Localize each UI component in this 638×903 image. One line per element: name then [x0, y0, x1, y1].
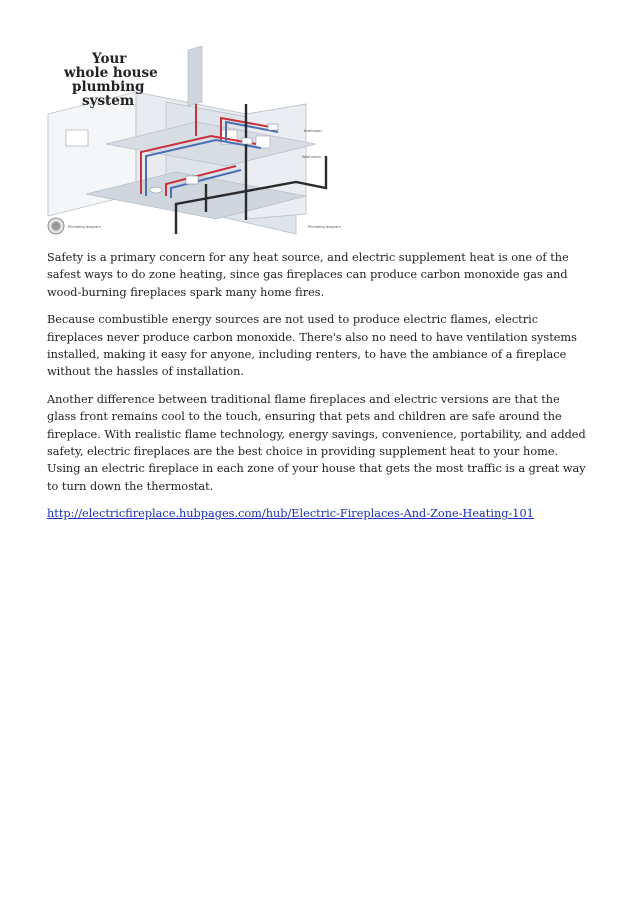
- figure-title-line-2: whole house: [64, 65, 158, 81]
- plumbing-diagram-figure: [46, 44, 346, 240]
- paragraph-safety: Safety is a primary concern for any heat source, and electric supplement heat is one of the safest ways to do zone heating, since gas fireplaces can produce carbon monoxide gas and wood-burning fireplaces spark many home fires.: [47, 251, 569, 299]
- article-body: [47, 249, 587, 533]
- label-washroom: Washroom: [302, 155, 321, 159]
- figure-title-line-1: Your: [92, 51, 127, 67]
- source-link-container: [47, 505, 587, 522]
- source-link[interactable]: http://electricfireplace.hubpages.com/hub/Electric-Fireplaces-And-Zone-Heating-101: [47, 507, 534, 521]
- figure-title-line-3: plumbing: [72, 79, 145, 95]
- label-bathroom: Bathroom: [304, 129, 322, 133]
- seal-logo: [48, 218, 64, 234]
- paragraph-glass-front: Another difference between traditional flame fireplaces and electric versions are that the glass front remains cool to the touch, ensuring that pets and children are safe around the fireplace. With realistic flame technology, energy savings, convenience, portability, and added safety, electric fireplaces are the best choice in providing supplement heat to your home. Using an electric fireplace in each zone of your house that gets the most traffic is a great way to turn down the thermostat.: [47, 392, 586, 493]
- plumbing-diagram-illustration: [46, 44, 346, 240]
- figure-caption-right: Plumbing diagram: [308, 225, 341, 229]
- paragraph-carbon-monoxide: Because combustible energy sources are not used to produce electric flames, electric fireplaces never produce carbon monoxide. There's also no need to have ventilation systems installed, making it easy for anyone, including renters, to have the ambiance of a fireplace without the hassles of installation.: [47, 313, 577, 379]
- figure-caption-left: Plumbing diagram: [68, 225, 101, 229]
- figure-title-line-4: system: [82, 93, 135, 109]
